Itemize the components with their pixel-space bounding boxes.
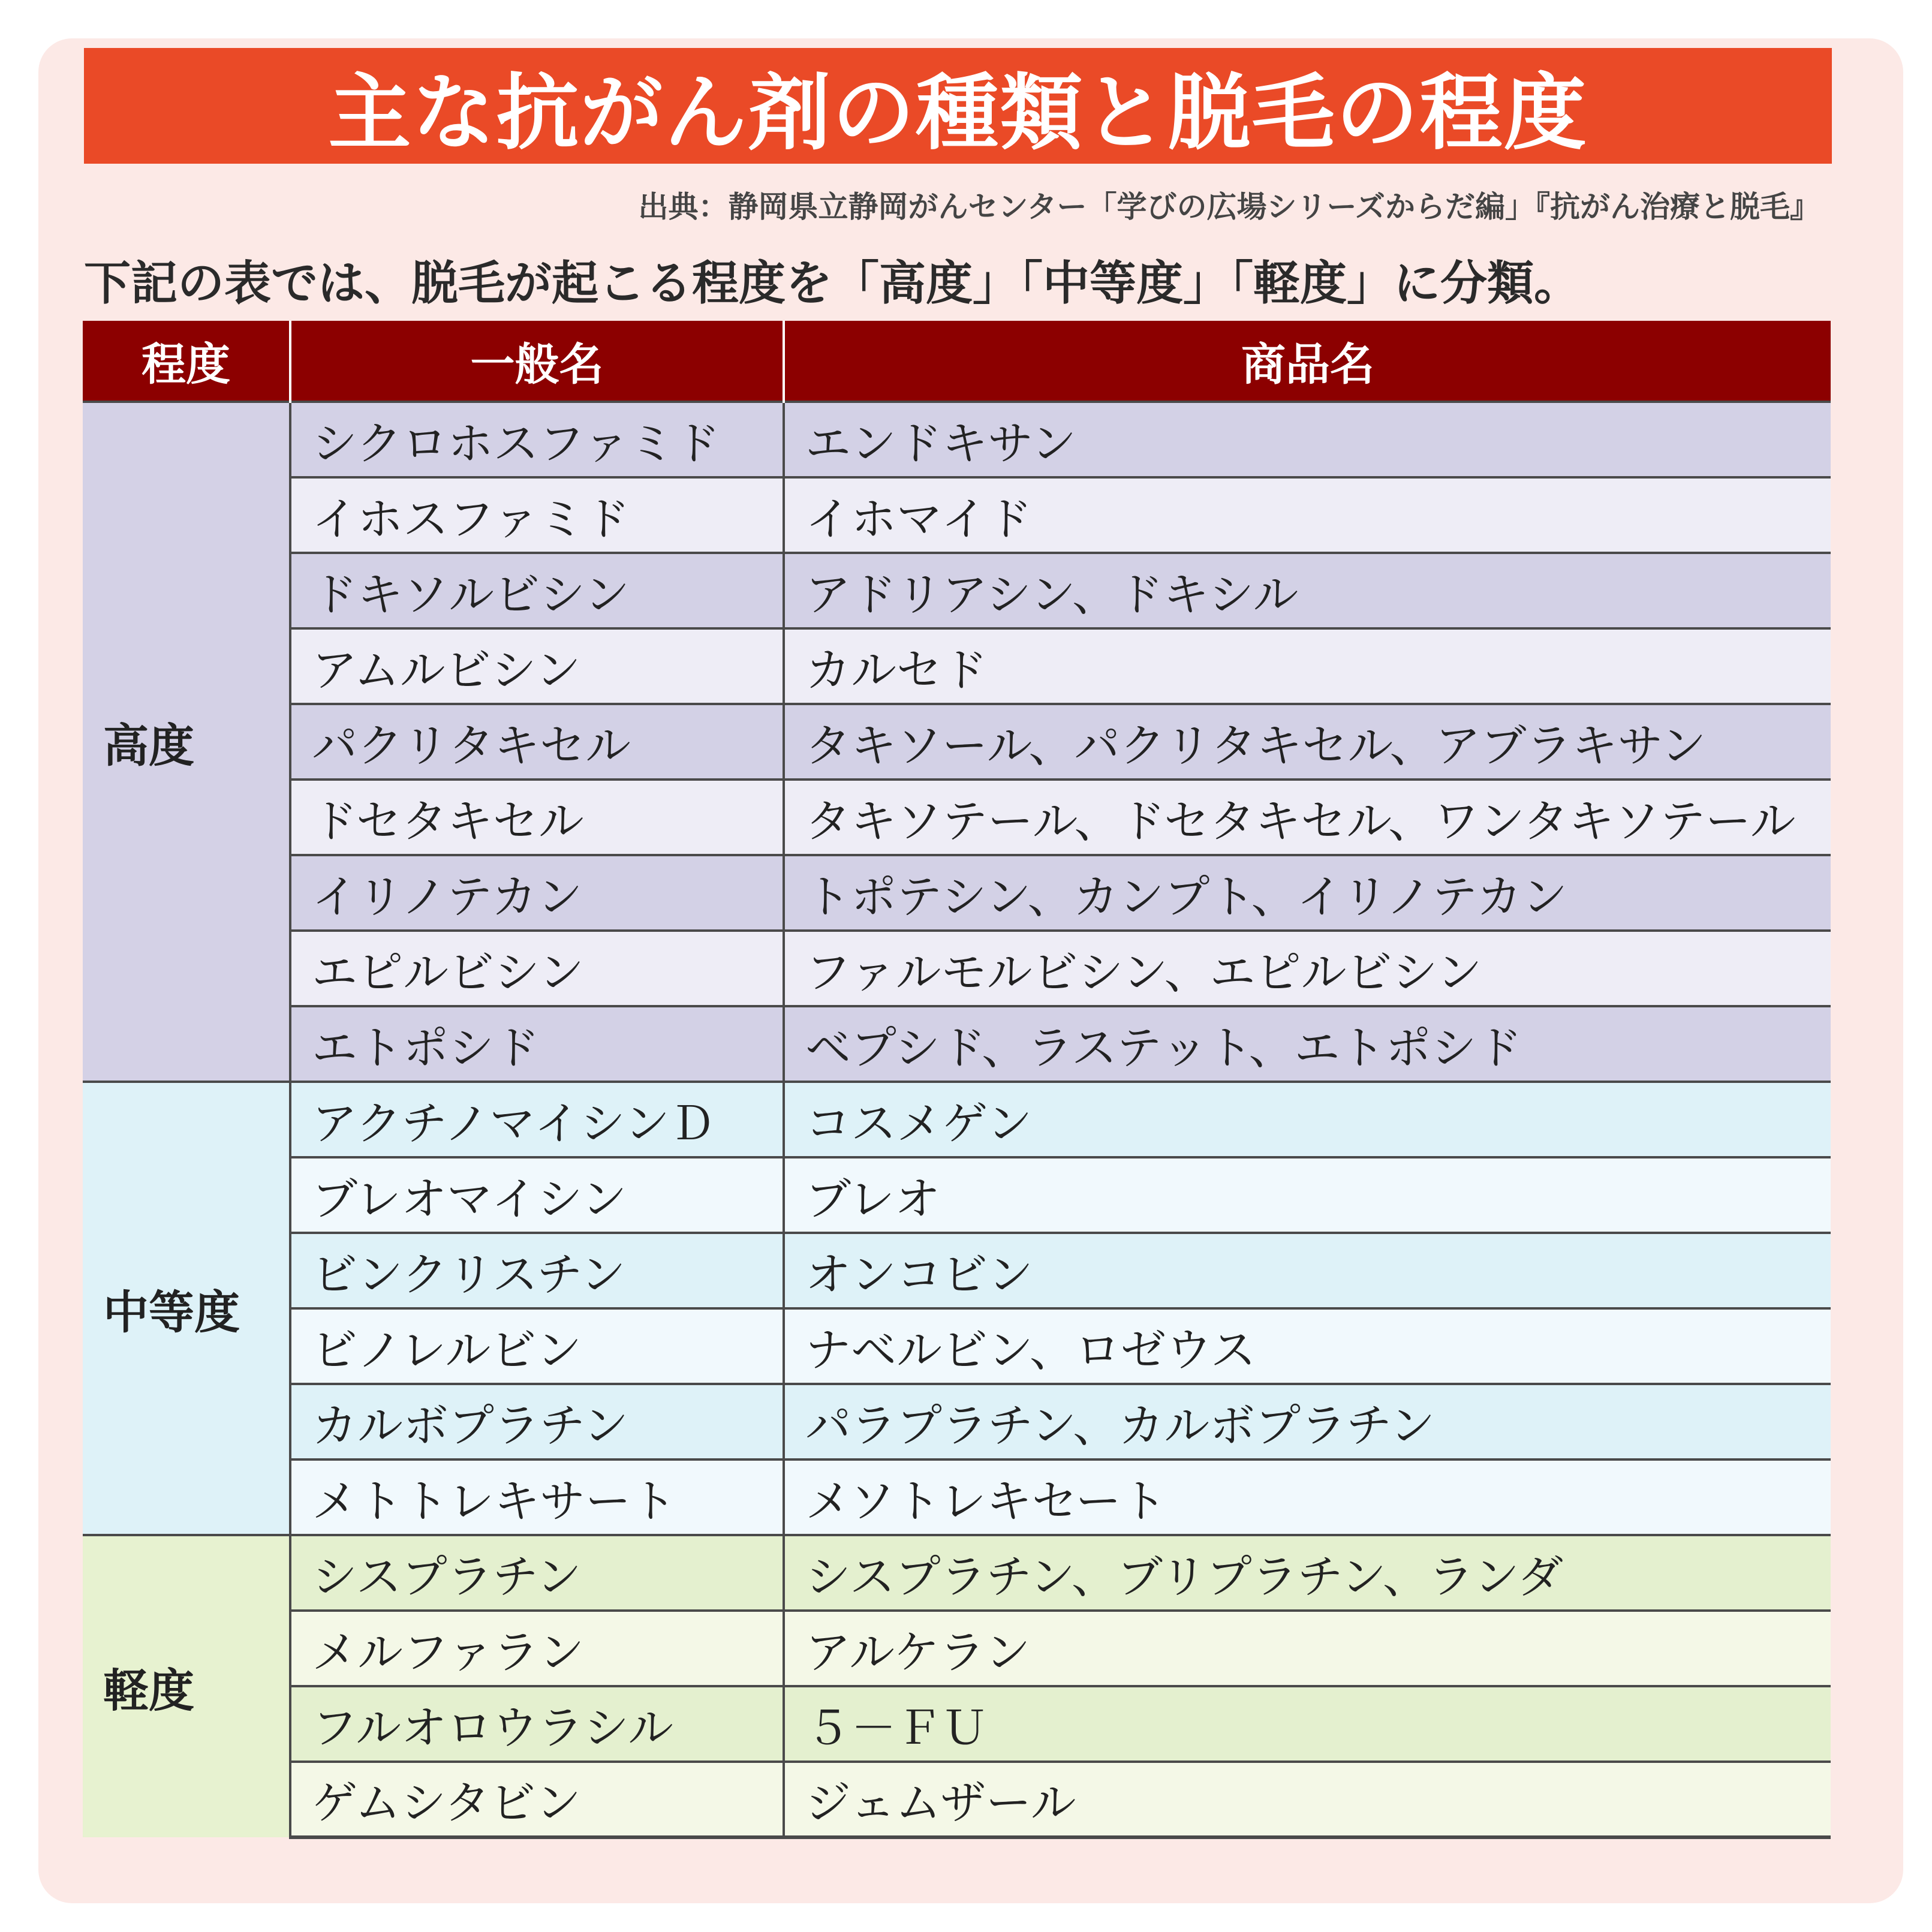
table-row: [83, 402, 1831, 477]
generic-name-cell: ビノレルビン: [290, 1308, 784, 1384]
table-row: [83, 1686, 1831, 1762]
generic-name-cell: ブレオマイシン: [290, 1157, 784, 1233]
generic-name-cell: カルボプラチン: [290, 1384, 784, 1459]
brand-name-cell: ５－ＦＵ: [784, 1686, 1831, 1762]
table-row: [83, 780, 1831, 855]
table-row: [83, 1308, 1831, 1384]
table-row: [83, 1762, 1831, 1837]
brand-name-cell: パラプラチン、カルボプラチン: [784, 1384, 1831, 1459]
level-cell-high: 高度: [83, 402, 290, 1082]
brand-name-cell: タキソール、パクリタキセル、アブラキサン: [784, 704, 1831, 780]
table-row: [83, 931, 1831, 1006]
brand-name-cell: アルケラン: [784, 1611, 1831, 1686]
table-row: [83, 1233, 1831, 1308]
brand-name-cell: シスプラチン、ブリプラチン、ランダ: [784, 1535, 1831, 1611]
brand-name-cell: ナベルビン、ロゼウス: [784, 1308, 1831, 1384]
generic-name-cell: イリノテカン: [290, 855, 784, 931]
brand-name-cell: トポテシン、カンプト、イリノテカン: [784, 855, 1831, 931]
generic-name-cell: ドセタキセル: [290, 780, 784, 855]
table-row: [83, 1384, 1831, 1459]
generic-name-cell: エピルビシン: [290, 931, 784, 1006]
table-row: [83, 1082, 1831, 1157]
table-row: [83, 628, 1831, 704]
table-row: [83, 704, 1831, 780]
brand-name-cell: コスメゲン: [784, 1082, 1831, 1157]
generic-name-cell: ドキソルビシン: [290, 553, 784, 628]
generic-name-cell: ゲムシタビン: [290, 1762, 784, 1837]
table-row: [83, 1535, 1831, 1611]
generic-name-cell: イホスファミド: [290, 477, 784, 553]
brand-name-cell: ブレオ: [784, 1157, 1831, 1233]
brand-name-cell: ジェムザール: [784, 1762, 1831, 1837]
table-row: [83, 1157, 1831, 1233]
generic-name-cell: エトポシド: [290, 1006, 784, 1082]
brand-name-cell: タキソテール、ドセタキセル、ワンタキソテール: [784, 780, 1831, 855]
generic-name-cell: アムルビシン: [290, 628, 784, 704]
level-cell-low: 軽度: [83, 1535, 290, 1837]
brand-name-cell: アドリアシン、ドキシル: [784, 553, 1831, 628]
brand-name-cell: エンドキサン: [784, 402, 1831, 477]
brand-name-cell: ベプシド、ラステット、エトポシド: [784, 1006, 1831, 1082]
source-citation: 出典：静岡県立静岡がんセンター「学びの広場シリーズからだ編」『抗がん治療と脱毛』: [638, 189, 1820, 224]
generic-name-cell: ビンクリスチン: [290, 1233, 784, 1308]
generic-name-cell: フルオロウラシル: [290, 1686, 784, 1762]
brand-name-cell: イホマイド: [784, 477, 1831, 553]
table-row: [83, 1006, 1831, 1082]
title-banner: [84, 48, 1832, 164]
generic-name-cell: アクチノマイシンＤ: [290, 1082, 784, 1157]
generic-name-cell: シクロホスファミド: [290, 402, 784, 477]
header-brand-name: 商品名: [784, 321, 1831, 402]
brand-name-cell: オンコビン: [784, 1233, 1831, 1308]
page-title: 主な抗がん剤の種類と脱毛の程度: [328, 64, 1588, 161]
generic-name-cell: メルファラン: [290, 1611, 784, 1686]
table-row: [83, 553, 1831, 628]
generic-name-cell: メトトレキサート: [290, 1459, 784, 1535]
table-row: [83, 477, 1831, 553]
table-header-row: [83, 321, 1831, 402]
intro-text: 下記の表では、脱毛が起こる程度を「高度」「中等度」「軽度」に分類。: [84, 257, 1581, 311]
header-generic-name: 一般名: [290, 321, 784, 402]
table-row: [83, 855, 1831, 931]
brand-name-cell: メソトレキセート: [784, 1459, 1831, 1535]
brand-name-cell: ファルモルビシン、エピルビシン: [784, 931, 1831, 1006]
header-level: 程度: [83, 321, 290, 402]
brand-name-cell: カルセド: [784, 628, 1831, 704]
table-row: [83, 1611, 1831, 1686]
generic-name-cell: シスプラチン: [290, 1535, 784, 1611]
drug-hair-loss-table: [83, 321, 1831, 1839]
generic-name-cell: パクリタキセル: [290, 704, 784, 780]
table-row: [83, 1459, 1831, 1535]
level-cell-medium: 中等度: [83, 1082, 290, 1535]
